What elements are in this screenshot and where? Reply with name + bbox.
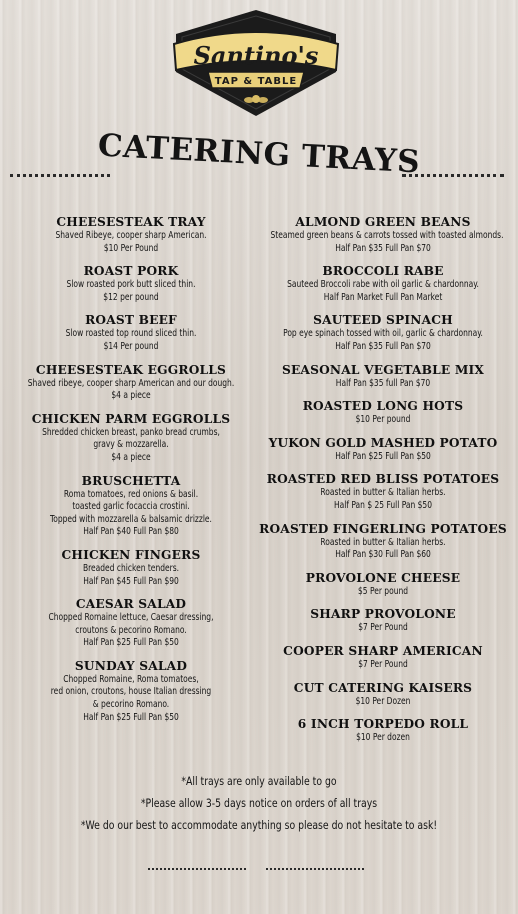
menu-item — [258, 399, 508, 427]
menu-item-detail: Shaved ribeye, cooper sharp American and our dough. — [27, 377, 235, 389]
menu-item — [0, 313, 262, 353]
menu-item-name: BRUSCHETTA — [81, 473, 181, 488]
logo-brand: Santino's — [193, 41, 319, 70]
menu-item-detail: $10 Per Dozen — [355, 695, 411, 707]
menu-item-name: COOPER SHARP AMERICAN — [283, 643, 483, 658]
menu-item-detail: Roasted in butter & Italian herbs. — [320, 536, 446, 548]
note-accommodate: *We do our best to accommodate anything so please do not hesitate to ask! — [80, 818, 438, 832]
menu-item-detail: red onion, croutons, house Italian dressing — [50, 686, 212, 698]
menu-item-detail: $7 Per Pound — [358, 658, 408, 670]
menu-item — [258, 717, 508, 745]
menu-item-detail: Chopped Romaine lettuce, Caesar dressing, — [48, 612, 214, 624]
menu-item-detail: Topped with mozzarella & balsamic drizzle. — [50, 513, 212, 525]
title-row — [0, 127, 518, 184]
menu-item-name: PROVOLONE CHEESE — [305, 570, 461, 585]
menu-item — [258, 681, 508, 709]
menu-item — [258, 313, 508, 353]
menu-item-detail: Half Pan $35 Full Pan $70 — [335, 340, 431, 352]
menu-item — [258, 363, 508, 391]
menu-item-detail: $12 per pound — [103, 291, 159, 303]
menu-item-name: YUKON GOLD MASHED POTATO — [268, 435, 498, 450]
menu-item — [258, 644, 508, 672]
menu-item — [0, 264, 262, 304]
menu-item — [0, 363, 262, 403]
menu-item-detail: $10 Per dozen — [356, 732, 410, 744]
menu-item-detail: Half Pan $45 Full Pan $90 — [83, 575, 179, 587]
menu-item-name: BROCCOLI RABE — [322, 264, 444, 279]
menu-item-detail: $14 Per pound — [103, 340, 159, 352]
menu-item-name: ROAST PORK — [83, 264, 179, 279]
menu-item-name: ROASTED FINGERLING POTATOES — [259, 521, 507, 536]
menu-item — [0, 215, 262, 255]
menu-item-name: SHARP PROVOLONE — [310, 607, 456, 622]
menu-item-detail: Half Pan Market Full Pan Market — [323, 291, 443, 303]
menu-item-detail: Roma tomatoes, red onions & basil. — [63, 488, 199, 500]
menu-item-detail: & pecorino Romano. — [92, 699, 170, 711]
menu-item — [258, 436, 508, 464]
menu-item-name: CAESAR SALAD — [75, 597, 187, 612]
logo-tagline: TAP & TABLE — [214, 76, 298, 87]
menu-item-name: CHICKEN FINGERS — [61, 547, 201, 562]
menu-item-detail: Half Pan $25 Full Pan $50 — [335, 450, 431, 462]
menu-item-detail: Shaved Ribeye, cooper sharp American. — [55, 230, 207, 241]
menu-item — [0, 474, 262, 539]
note-to-go: *All trays are only available to go — [181, 774, 337, 788]
bottom-dots-right — [266, 868, 364, 870]
menu-item-detail: Sauteed Broccoli rabe with oil garlic & chardonnay. — [287, 279, 479, 291]
menu-column-right — [258, 215, 508, 754]
menu-item-name: SEASONAL VEGETABLE MIX — [281, 362, 485, 377]
menu-item-detail: Steamed green beans & carrots tossed with toasted almonds. — [270, 230, 504, 241]
menu-item — [258, 264, 508, 304]
menu-item — [258, 215, 508, 255]
menu-item-name: CUT CATERING KAISERS — [293, 680, 473, 695]
menu-item-detail: Half Pan $30 Full Pan $60 — [335, 549, 431, 561]
menu-item — [258, 571, 508, 599]
menu-item-detail: Half Pan $35 full Pan $70 — [335, 377, 431, 389]
menu-item-detail: Chopped Romaine, Roma tomatoes, — [63, 673, 199, 685]
menu-item-detail: $7 Per Pound — [358, 622, 408, 634]
menu-item-name: CHICKEN PARM EGGROLLS — [31, 411, 231, 426]
notes — [0, 770, 518, 836]
menu-item — [0, 597, 262, 650]
menu-item-detail: Shredded chicken breast, panko bread crumbs, — [42, 426, 220, 438]
menu-item-detail: Slow roasted top round sliced thin. — [65, 328, 197, 340]
menu-item-name: 6 INCH TORPEDO ROLL — [297, 717, 469, 732]
menu-item — [0, 548, 262, 588]
page-title: CATERING TRAYS — [97, 127, 421, 181]
menu-item — [0, 659, 262, 724]
menu-item-detail: $5 Per pound — [357, 585, 409, 597]
bottom-dots-left — [148, 868, 246, 870]
menu-item-name: CHEESESTEAK EGGROLLS — [35, 362, 227, 377]
menu-item-name: ROASTED RED BLISS POTATOES — [266, 472, 500, 487]
menu-item-detail: $10 Per pound — [355, 414, 411, 426]
menu-item-detail: gravy & mozzarella. — [93, 439, 169, 451]
menu-item-detail: $4 a piece — [111, 390, 151, 402]
menu-item-name: SAUTEED SPINACH — [313, 313, 453, 328]
menu-item-name: ROAST BEEF — [85, 313, 177, 328]
santinos-logo — [168, 8, 344, 120]
menu-column-left — [0, 215, 262, 733]
menu-item-detail: Roasted in butter & Italian herbs. — [320, 487, 446, 499]
menu-item-detail: Slow roasted pork butt sliced thin. — [66, 279, 196, 291]
menu-item-detail: Half Pan $ 25 Full Pan $50 — [333, 499, 433, 511]
menu-item-detail: croutons & pecorino Romano. — [75, 624, 187, 636]
menu-item-name: CHEESESTEAK TRAY — [56, 215, 206, 229]
title-dots-left — [10, 174, 110, 177]
menu-item-detail: Half Pan $25 Full Pan $50 — [83, 711, 179, 723]
menu-item-name: SUNDAY SALAD — [74, 658, 188, 673]
menu-item — [258, 522, 508, 562]
menu-item-detail: Half Pan $25 Full Pan $50 — [83, 637, 179, 649]
menu-item — [258, 472, 508, 512]
note-notice: *Please allow 3-5 days notice on orders of all trays — [140, 796, 378, 810]
menu-item-detail: $10 Per Pound — [103, 242, 159, 254]
menu-item-detail: Half Pan $40 Full Pan $80 — [83, 526, 179, 538]
title-dots-right — [402, 174, 504, 177]
menu-item-detail: $4 a piece — [111, 451, 151, 463]
menu-item — [258, 607, 508, 635]
menu-item-detail: Breaded chicken tenders. — [82, 562, 180, 574]
menu-item-name: ALMOND GREEN BEANS — [295, 215, 471, 229]
menu-item-detail: toasted garlic focaccia crostini. — [72, 501, 190, 513]
menu-item-detail: Half Pan $35 Full Pan $70 — [335, 242, 431, 254]
menu-item — [0, 412, 262, 465]
menu-item-detail: Pop eye spinach tossed with oil, garlic & chardonnay. — [283, 328, 483, 340]
menu-item-name: ROASTED LONG HOTS — [302, 399, 464, 414]
